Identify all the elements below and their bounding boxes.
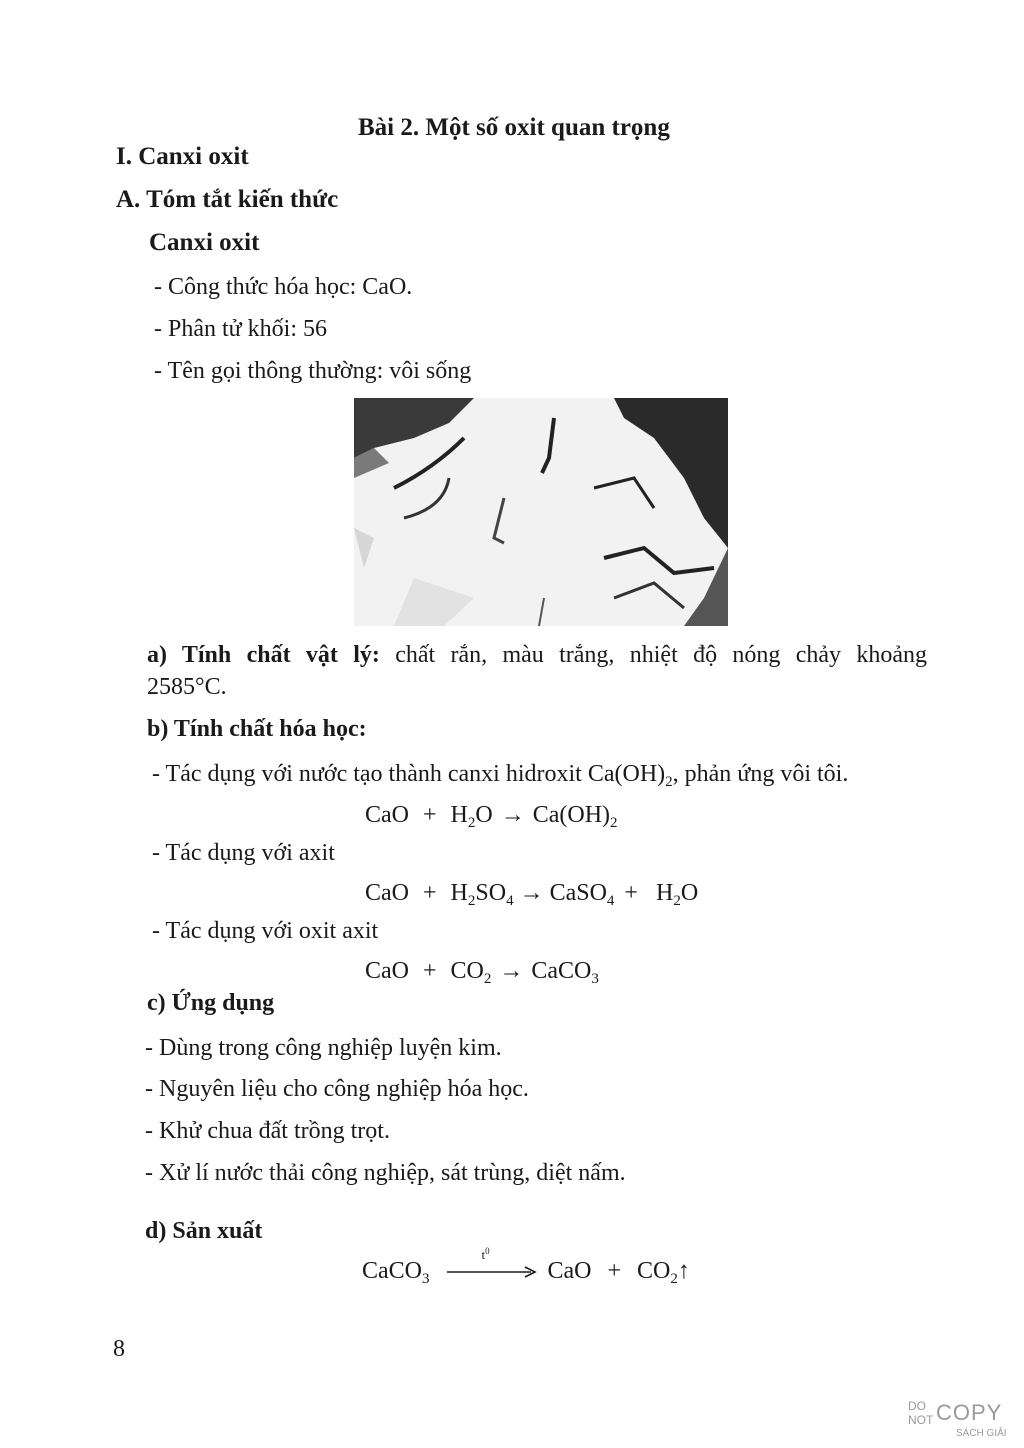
superscript: 0: [485, 1246, 490, 1256]
eq2-arrow: →: [519, 880, 544, 906]
subscript: 2: [665, 774, 673, 790]
eq2-p1-symbol: CaSO: [549, 880, 607, 906]
equation-2: [365, 880, 698, 907]
quicklime-image: [354, 398, 728, 626]
equation-3: [365, 958, 599, 985]
reaction-with-acidic-oxide: - Tác dụng với oxit axit: [152, 918, 379, 944]
eq2-product-2: [656, 880, 698, 907]
subscript: 3: [422, 1271, 430, 1287]
eq2-reactant-1: CaO: [365, 880, 409, 906]
page-title: Bài 2. Một số oxit quan trọng: [358, 114, 670, 141]
subscript: 2: [673, 893, 681, 909]
eq2-p2-rest: O: [680, 880, 699, 906]
subscript: 4: [606, 893, 615, 909]
eq1-plus: +: [423, 802, 437, 828]
heat-condition-t: t: [481, 1247, 486, 1263]
subscript: 2: [610, 815, 618, 831]
reaction-with-water-tail: , phản ứng vôi tôi.: [672, 761, 849, 787]
subscript: 2: [483, 971, 492, 987]
application-item: - Xử lí nước thải công nghiệp, sát trùng, diệt nấm.: [145, 1160, 626, 1186]
eq2-plus: +: [423, 880, 437, 906]
subscript: 2: [467, 815, 476, 831]
fact-formula: - Công thức hóa học: CaO.: [154, 274, 413, 300]
page-number: 8: [113, 1336, 125, 1362]
stamp-sach-giai: SÁCH GIẢI: [956, 1428, 1007, 1439]
equation-1: [365, 802, 618, 829]
application-item: - Dùng trong công nghiệp luyện kim.: [145, 1035, 502, 1061]
production-equation: [362, 1246, 690, 1287]
production-product-2: [637, 1258, 678, 1285]
eq3-product-symbol: CaCO: [531, 958, 592, 984]
eq2-product-1: [550, 880, 615, 907]
eq1-product-symbol: Ca(OH): [532, 802, 611, 828]
eq3-reactant-1: CaO: [365, 958, 409, 984]
eq1-arrow: →: [500, 802, 525, 828]
section-heading-a: A. Tóm tắt kiến thức: [116, 186, 339, 213]
eq3-arrow: →: [499, 958, 524, 984]
eq1-product: [533, 802, 618, 829]
chemical-property-heading: b) Tính chất hóa học:: [147, 716, 367, 742]
eq2-p2-symbol: H: [655, 880, 674, 906]
eq2-r2-mid: SO: [475, 880, 507, 906]
eq1-r2-rest: O: [475, 802, 493, 828]
stamp-copy: COPY: [936, 1400, 1003, 1425]
physical-property-heading: a) Tính chất vật lý:: [147, 642, 380, 668]
heat-arrow: [446, 1246, 538, 1285]
physical-property-line2: 2585°C.: [147, 674, 227, 700]
subscript: 3: [591, 971, 599, 987]
quicklime-photo: [354, 398, 728, 626]
stamp-do: DO: [908, 1399, 926, 1413]
do-not-copy-stamp: [906, 1398, 1018, 1444]
production-plus: +: [607, 1258, 622, 1284]
reaction-with-acid: - Tác dụng với axit: [152, 840, 335, 866]
subtitle: Canxi oxit: [149, 229, 260, 256]
production-reactant: [362, 1258, 430, 1285]
application-item: - Nguyên liệu cho công nghiệp hóa học.: [145, 1076, 529, 1102]
eq2-reactant-2: [451, 880, 514, 907]
eq1-r2-symbol: H: [450, 802, 468, 828]
subscript: 2: [670, 1271, 678, 1287]
subscript: 4: [506, 893, 514, 909]
production-heading: d) Sản xuất: [145, 1218, 263, 1244]
eq1-reactant-2: [451, 802, 493, 829]
eq3-r2-symbol: CO: [450, 958, 484, 984]
section-heading-main: I. Canxi oxit: [116, 143, 249, 170]
eq3-product: [531, 958, 599, 985]
eq2-plus-2: +: [624, 880, 638, 906]
reaction-with-water: [152, 761, 848, 788]
production-reactant-symbol: CaCO: [362, 1258, 422, 1284]
eq1-reactant-1: CaO: [365, 802, 409, 828]
physical-property-text: chất rắn, màu trắng, nhiệt độ nóng chảy khoảng: [395, 642, 927, 668]
heat-condition: [482, 1246, 490, 1263]
gas-arrow-icon: ↑: [677, 1258, 690, 1284]
eq3-reactant-2: [451, 958, 492, 985]
long-arrow-icon: [447, 1265, 537, 1279]
eq3-plus: +: [423, 958, 437, 984]
fact-molar-mass: - Phân tử khối: 56: [154, 316, 328, 342]
physical-property-line1: [147, 642, 927, 669]
applications-heading: c) Ứng dụng: [147, 990, 275, 1016]
production-product-1: CaO: [547, 1258, 592, 1284]
stamp-not: NOT: [908, 1413, 934, 1427]
subscript: 2: [467, 893, 476, 909]
eq2-r2-symbol: H: [450, 880, 468, 906]
reaction-with-water-text: - Tác dụng với nước tạo thành canxi hidroxit Ca(OH): [152, 761, 666, 787]
fact-common-name: - Tên gọi thông thường: vôi sống: [154, 358, 472, 384]
production-product-2-symbol: CO: [637, 1258, 671, 1284]
application-item: - Khử chua đất trồng trọt.: [145, 1118, 390, 1144]
